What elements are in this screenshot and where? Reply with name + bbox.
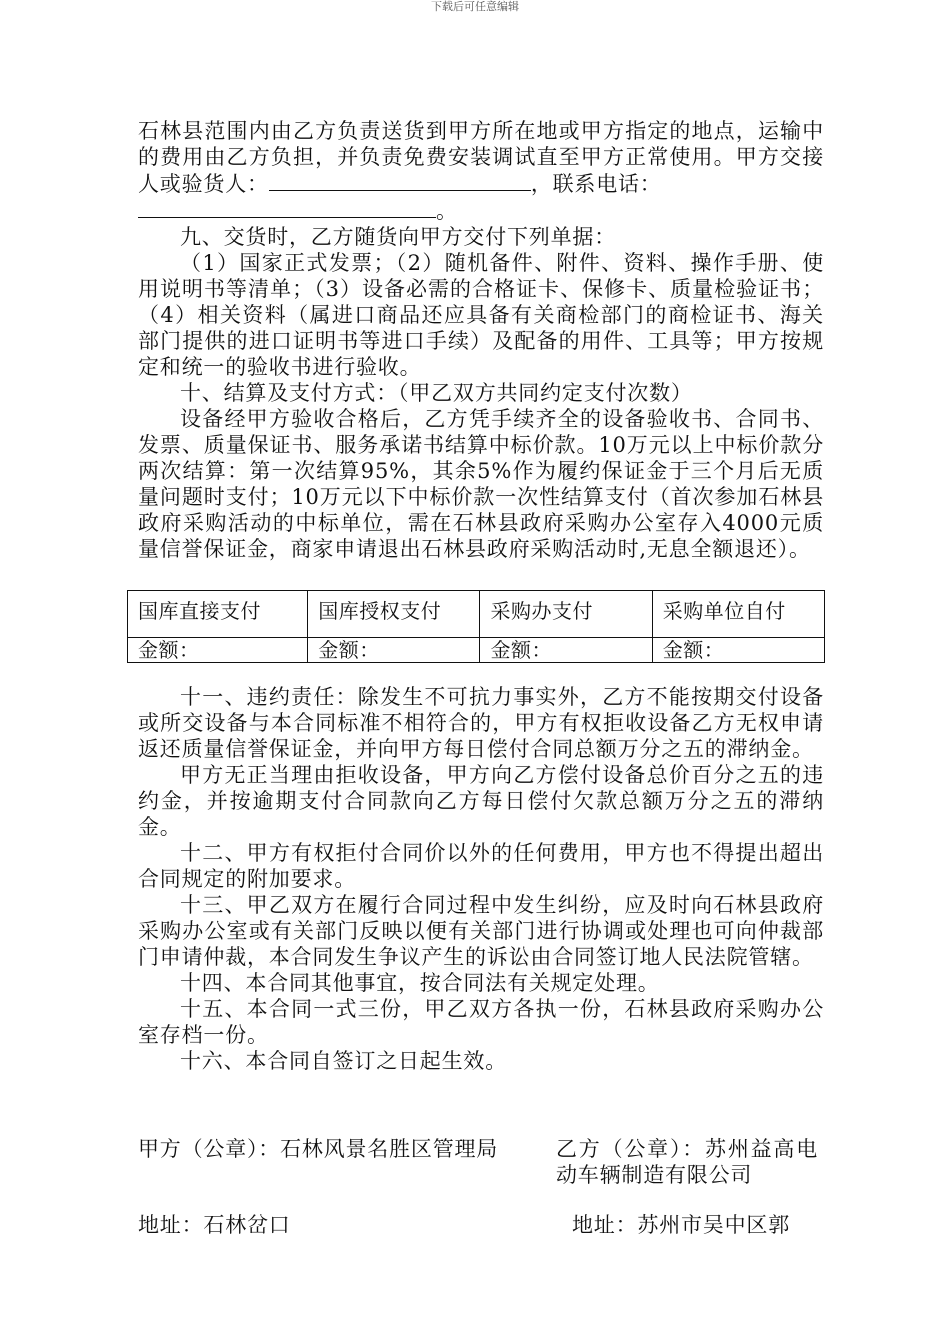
- page-header-note: 下载后可任意编辑: [431, 0, 519, 13]
- handover-person-blank: [269, 170, 531, 191]
- amount-cell-3: 金额：: [480, 638, 652, 663]
- clause-9-text: （1）国家正式发票；（2）随机备件、附件、资料、操作手册、使用说明书等清单；（3）设备必需的合格证卡、保修卡、质量检验证书；（4）相关资料（属进口商品还应具备有关商检部门的商检证书、海关部门提供的进口证明书等进口手续）及配备的用件、工具等；甲方按规定和统一的验收书进行验收。: [138, 251, 824, 379]
- payment-method-table: [127, 590, 825, 663]
- payment-type-self-pay: 采购单位自付: [652, 591, 824, 638]
- clause-15-text: 十五、本合同一式三份，甲乙双方各执一份，石林县政府采购办公室存档一份。: [138, 997, 824, 1047]
- contract-body-lower: [138, 684, 824, 1074]
- payment-type-treasury-direct: 国库直接支付: [128, 591, 308, 638]
- clause-9-title: 九、交货时，乙方随货向甲方交付下列单据：: [180, 225, 616, 249]
- clause-12-text: 十二、甲方有权拒付合同价以外的任何费用，甲方也不得提出超出合同规定的附加要求。: [138, 841, 824, 891]
- clause-delivery-text: 石林县范围内由乙方负责送货到甲方所在地或甲方指定的地点，运输中的费用由乙方负担，并负责免费安装调试直至甲方正常使用。甲方交接人或验货人：: [138, 119, 824, 196]
- clause-10-text: 设备经甲方验收合格后，乙方凭手续齐全的设备验收书、合同书、发票、质量保证书、服务承诺书结算中标价款。10万元以上中标价款分两次结算：第一次结算95%，其余5%作为履约保证金于三个月后无质量问题时支付；10万元以下中标价款一次性结算支付（首次参加石林县政府采购活动的中标单位，需在石林县政府采购办公室存入4000元质量信誉保证金，商家申请退出石林县政府采购活动时,无息全额退还）。: [138, 407, 824, 561]
- party-b-seal: 乙方（公章）：苏州益高电动车辆制造有限公司: [556, 1137, 818, 1187]
- party-a-address: 地址：石林岔口: [138, 1213, 291, 1237]
- payment-table-amount-row: [128, 638, 825, 663]
- party-a-seal: 甲方（公章）：石林风景名胜区管理局: [138, 1137, 499, 1161]
- clause-13-text: 十三、甲乙双方在履行合同过程中发生纠纷，应及时向石林县政府采购办公室或有关部门反映以便有关部门进行协调或处理也可向仲裁部门申请仲裁，本合同发生争议产生的诉讼由合同签订地人民法院管辖。: [138, 893, 824, 969]
- payment-type-procurement-office: 采购办支付: [480, 591, 652, 638]
- party-b-address: 地址：苏州市吴中区郭: [572, 1213, 790, 1237]
- payment-table-header-row: [128, 591, 825, 638]
- clause-11-text: 十一、违约责任：除发生不可抗力事实外，乙方不能按期交付设备或所交设备与本合同标准不相符合的，甲方有权拒收设备乙方无权申请返还质量信誉保证金，并向甲方每日偿付合同总额万分之五的滞纳金。: [138, 685, 824, 761]
- amount-cell-2: 金额：: [308, 638, 480, 663]
- clause-16-text: 十六、本合同自签订之日起生效。: [180, 1049, 507, 1073]
- clause-11-text-2: 甲方无正当理由拒收设备，甲方向乙方偿付设备总价百分之五的违约金，并按逾期支付合同款向乙方每日偿付欠款总额万分之五的滞纳金。: [138, 763, 824, 839]
- clause-delivery-end: 。: [436, 199, 458, 223]
- amount-cell-4: 金额：: [652, 638, 824, 663]
- phone-blank: [138, 197, 436, 218]
- phone-label: ，联系电话：: [530, 172, 662, 196]
- clause-14-text: 十四、本合同其他事宜，按合同法有关规定处理。: [180, 971, 660, 995]
- amount-cell-1: 金额：: [128, 638, 308, 663]
- clause-delivery: [138, 118, 824, 224]
- contract-body-upper: [138, 118, 824, 562]
- clause-10-title: 十、结算及支付方式：（甲乙双方共同约定支付次数）: [180, 381, 693, 405]
- payment-type-treasury-authorized: 国库授权支付: [308, 591, 480, 638]
